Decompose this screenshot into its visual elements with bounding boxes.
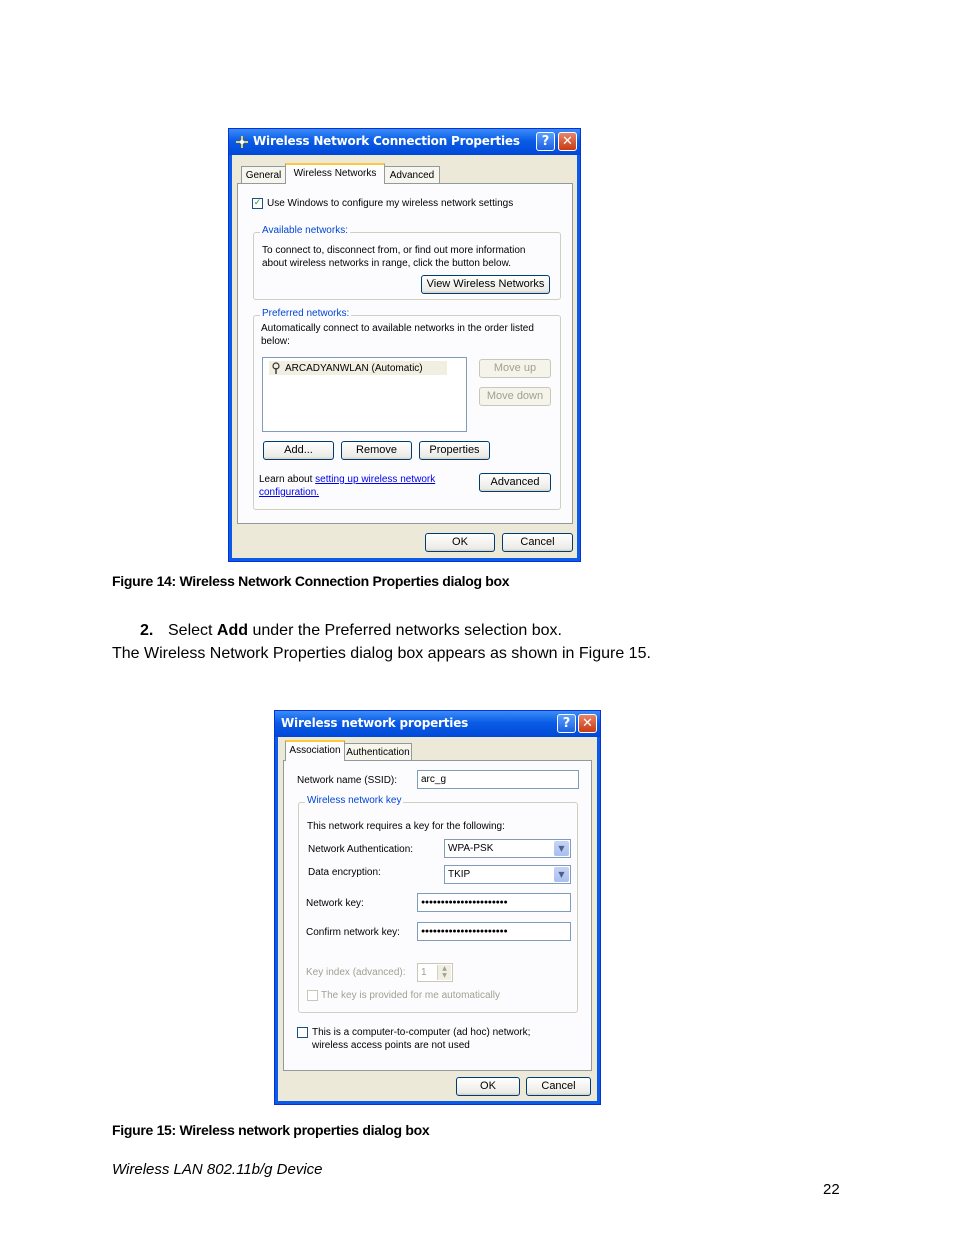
learn-about-text <box>259 473 435 486</box>
frame-bottom <box>229 558 580 561</box>
learn-about-prefix: Learn about <box>259 474 316 485</box>
close-button[interactable]: ✕ <box>558 132 577 151</box>
tab-advanced[interactable]: Advanced <box>384 166 440 184</box>
adhoc-label: This is a computer-to-computer (ad hoc) network; wireless access points are not used <box>312 1027 531 1051</box>
frame-left <box>275 737 278 1104</box>
dialog-titlebar[interactable] <box>275 711 600 737</box>
chevron-down-icon[interactable]: ▼ <box>554 867 569 882</box>
step-followup-text: The Wireless Network Properties dialog box appears as shown in Figure 15. <box>112 645 651 662</box>
frame-right <box>597 737 600 1104</box>
help-button[interactable]: ? <box>536 132 555 151</box>
preferred-networks-text: Automatically connect to available networks in the order listed below: <box>261 323 534 347</box>
available-networks-text: To connect to, disconnect from, or find out more information about wireless networks in range, click the button below. <box>262 245 526 269</box>
frame-left <box>229 155 232 561</box>
help-button[interactable]: ? <box>557 714 576 733</box>
figure-15-caption: Figure 15: Wireless network properties dialog box <box>112 1122 430 1138</box>
network-connection-icon <box>234 134 250 150</box>
auto-key-label: The key is provided for me automatically <box>321 990 500 1001</box>
dialog-titlebar[interactable] <box>229 129 580 155</box>
network-item-label: ARCADYANWLAN (Automatic) <box>285 363 423 374</box>
view-wireless-networks-button[interactable]: View Wireless Networks <box>421 275 550 294</box>
auth-value: WPA-PSK <box>448 843 494 854</box>
remove-button[interactable]: Remove <box>341 441 412 460</box>
tab-authentication[interactable]: Authentication <box>344 743 412 761</box>
spin-up-icon[interactable]: ▲ <box>442 965 447 972</box>
confirm-key-input[interactable]: ●●●●●●●●●●●●●●●●●●●●●● <box>417 922 571 941</box>
cancel-button[interactable]: Cancel <box>502 533 573 552</box>
wireless-connection-properties-dialog <box>228 128 581 562</box>
preferred-networks-list[interactable] <box>262 357 467 432</box>
move-down-button[interactable]: Move down <box>479 387 551 406</box>
network-key-input[interactable]: ●●●●●●●●●●●●●●●●●●●●●● <box>417 893 571 912</box>
preferred-networks-group <box>253 308 561 510</box>
step-text-bold: Add <box>216 622 249 639</box>
key-index-stepper[interactable] <box>417 963 453 982</box>
spin-down-icon[interactable]: ▼ <box>442 972 447 979</box>
frame-bottom <box>275 1101 600 1104</box>
configuration-link[interactable]: configuration. <box>259 487 320 498</box>
properties-button[interactable]: Properties <box>419 441 490 460</box>
ssid-input[interactable]: arc_g <box>417 770 579 789</box>
key-index-label: Key index (advanced): <box>306 967 406 978</box>
step-text-pre: Select <box>168 622 217 639</box>
stepper-arrows-icon[interactable] <box>437 965 451 980</box>
network-key-label: Network key: <box>306 898 364 909</box>
close-button[interactable]: ✕ <box>578 714 597 733</box>
tab-wireless-networks[interactable]: Wireless Networks <box>285 163 385 184</box>
document-title-footer: Wireless LAN 802.11b/g Device <box>112 1161 323 1178</box>
step-text-post: under the Preferred networks selection box. <box>248 622 562 639</box>
move-up-button[interactable]: Move up <box>479 359 551 378</box>
wireless-antenna-icon <box>271 362 281 374</box>
data-encryption-select[interactable] <box>444 865 571 884</box>
encryption-value: TKIP <box>448 869 471 880</box>
use-windows-checkbox[interactable]: ✓ <box>253 198 262 208</box>
tab-panel <box>237 183 573 524</box>
tab-general[interactable]: General <box>241 166 286 184</box>
adhoc-checkbox[interactable] <box>297 1027 308 1038</box>
preferred-networks-title: Preferred networks: <box>262 308 350 319</box>
confirm-key-label: Confirm network key: <box>306 927 400 938</box>
available-networks-title: Available networks: <box>262 225 348 236</box>
use-windows-label: Use Windows to configure my wireless network settings <box>267 198 514 209</box>
tab-association[interactable]: Association <box>285 740 345 761</box>
encryption-label: Data encryption: <box>308 867 381 878</box>
wireless-network-key-title: Wireless network key <box>307 795 402 806</box>
wireless-network-key-group <box>298 795 578 1013</box>
ssid-label: Network name (SSID): <box>297 775 398 786</box>
available-networks-group <box>253 225 561 300</box>
list-item[interactable] <box>269 361 447 375</box>
step-number: 2. <box>140 622 154 639</box>
figure-14-caption: Figure 14: Wireless Network Connection Properties dialog box <box>112 573 510 589</box>
key-index-value: 1 <box>421 967 427 978</box>
key-intro-text: This network requires a key for the following: <box>307 821 505 832</box>
dialog-title: Wireless network properties <box>281 716 469 730</box>
step-text <box>168 622 562 640</box>
cancel-button[interactable]: Cancel <box>526 1077 591 1096</box>
setup-wireless-link[interactable]: setting up wireless network <box>315 474 436 485</box>
advanced-button[interactable]: Advanced <box>479 473 551 492</box>
dialog-title: Wireless Network Connection Properties <box>253 134 520 148</box>
chevron-down-icon[interactable]: ▼ <box>554 841 569 856</box>
auto-key-checkbox[interactable] <box>307 990 318 1001</box>
ok-button[interactable]: OK <box>425 533 495 552</box>
frame-right <box>577 155 580 561</box>
auth-label: Network Authentication: <box>308 844 414 855</box>
wireless-network-properties-dialog <box>274 710 601 1105</box>
add-button[interactable]: Add... <box>263 441 334 460</box>
ok-button[interactable]: OK <box>456 1077 520 1096</box>
network-authentication-select[interactable] <box>444 839 571 858</box>
page-number: 22 <box>823 1181 840 1198</box>
tab-panel <box>283 760 592 1071</box>
